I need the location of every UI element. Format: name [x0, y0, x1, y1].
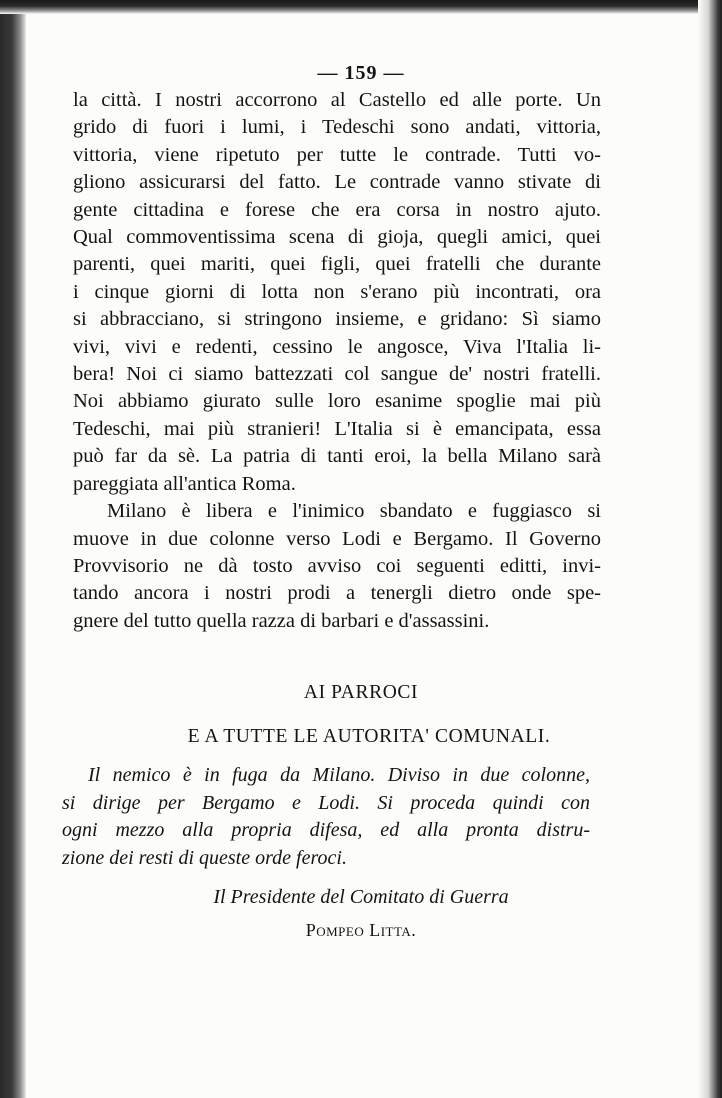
- notice-heading: AI PARROCI: [303, 682, 419, 703]
- body-line: i cinque giorni di lotta non s'erano più incontrati, ora: [73, 280, 601, 303]
- body-line: Milano è libera e l'inimico sbandato e fuggiasco si: [107, 500, 601, 523]
- body-line: può far da sè. La patria di tanti eroi, la bella Milano sarà: [73, 445, 601, 468]
- body-text: [73, 87, 601, 635]
- body-line: gnere del tutto quella razza di barbari e d'assassini.: [73, 609, 490, 632]
- body-line: grido di fuori i lumi, i Tedeschi sono andati, vittoria,: [73, 116, 601, 139]
- body-line: Noi abbiamo giurato sulle loro esanime spoglie mai più: [73, 390, 601, 413]
- signature-name: Pompeo Litta.: [305, 920, 417, 940]
- top-scan-border: [0, 0, 722, 14]
- notice-line: ogni mezzo alla propria difesa, ed alla pronta distru-: [62, 819, 590, 841]
- body-line: bera! Noi ci siamo battezzati col sangue de' nostri fratelli.: [73, 363, 601, 386]
- body-line: la città. I nostri accorrono al Castello ed alle porte. Un: [73, 89, 601, 111]
- body-line: vittoria, viene ripetuto per tutte le contrade. Tutti vo-: [73, 143, 601, 166]
- page-number: — 159 —: [317, 62, 405, 84]
- body-line: vivi, vivi e redenti, cessino le angosce, Viva l'Italia li-: [73, 335, 601, 358]
- body-line: muove in due colonne verso Lodi e Bergamo. Il Governo: [73, 527, 601, 550]
- body-line: Tedeschi, mai più stranieri! L'Italia si è emancipata, essa: [73, 417, 601, 440]
- body-line: gliono assicurarsi del fatto. Le contrade vanno stivate di: [73, 171, 601, 194]
- body-line: tando ancora i nostri prodi a tenergli dietro onde spe-: [73, 582, 601, 605]
- signature-title: Il Presidente del Comitato di Guerra: [213, 886, 509, 908]
- body-line: Provvisorio ne dà tosto avviso coi seguenti editti, invi-: [73, 554, 601, 577]
- body-line: parenti, quei mariti, quei figli, quei fratelli che durante: [73, 253, 601, 276]
- notice-line: Il nemico è in fuga da Milano. Diviso in due colonne,: [88, 764, 590, 786]
- notice-subheading: E A TUTTE LE AUTORITA' COMUNALI.: [187, 726, 551, 747]
- notice-text: [62, 762, 590, 872]
- body-line: Qual commoventissima scena di gioja, quegli amici, quei: [73, 226, 601, 249]
- body-line: si abbracciano, si stringono insieme, e gridano: Sì siamo: [73, 308, 601, 331]
- body-line: gente cittadina e forese che era corsa in nostro ajuto.: [73, 198, 601, 221]
- body-line: pareggiata all'antica Roma.: [73, 472, 296, 495]
- notice-line: si dirige per Bergamo e Lodi. Si proceda quindi con: [62, 791, 590, 814]
- notice-line: zione dei resti di queste orde feroci.: [62, 846, 347, 869]
